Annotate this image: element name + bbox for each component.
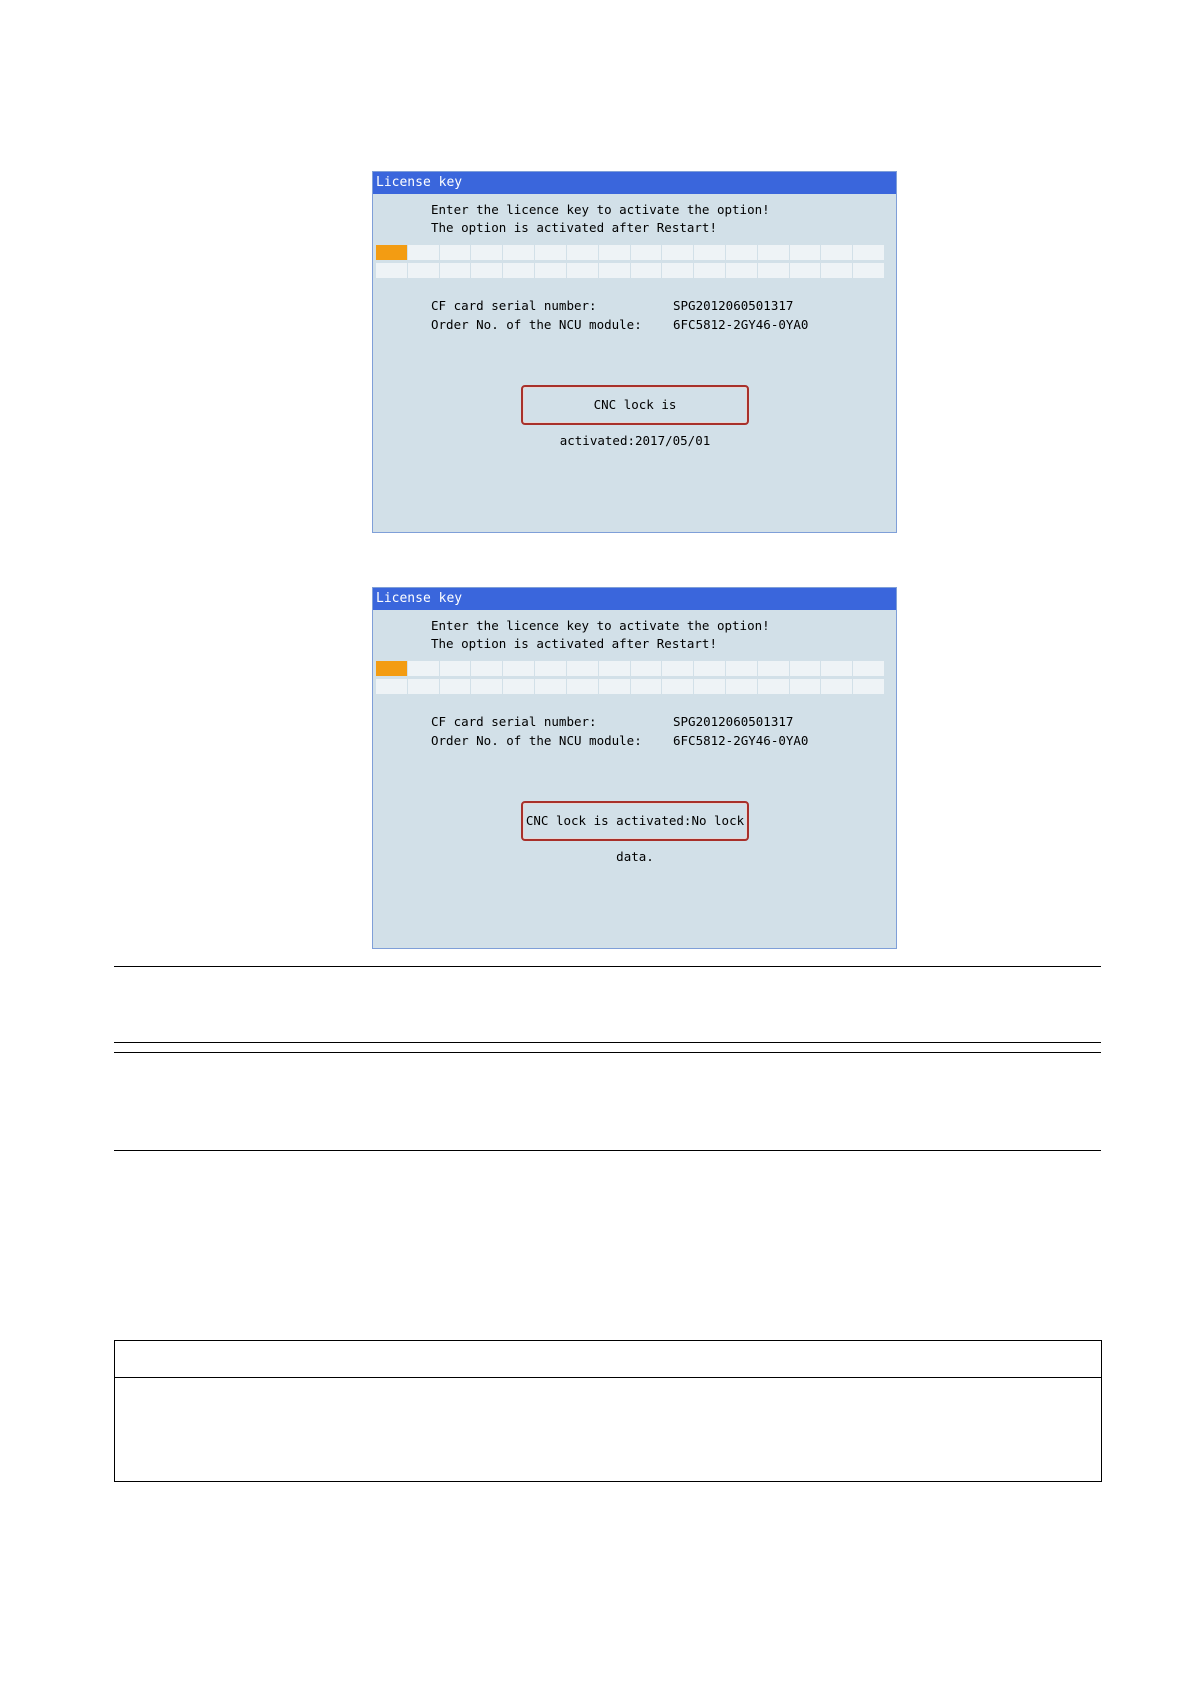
key-cell[interactable] xyxy=(503,661,534,676)
key-cell[interactable] xyxy=(567,661,598,676)
key-cell[interactable] xyxy=(662,245,693,260)
key-cell[interactable] xyxy=(726,679,757,694)
key-cell[interactable] xyxy=(535,661,566,676)
dialog-title: License key xyxy=(373,172,896,194)
key-cell[interactable] xyxy=(758,245,789,260)
key-cell[interactable] xyxy=(758,263,789,278)
cf-card-serial-value: SPG2012060501317 xyxy=(673,714,794,729)
key-cell[interactable] xyxy=(726,661,757,676)
key-cell[interactable] xyxy=(631,245,662,260)
key-cell[interactable] xyxy=(408,245,439,260)
key-cell[interactable] xyxy=(821,679,852,694)
cf-card-serial-label: CF card serial number: xyxy=(431,714,597,729)
key-cell-active[interactable] xyxy=(376,245,407,260)
key-cell[interactable] xyxy=(408,263,439,278)
key-cell[interactable] xyxy=(503,263,534,278)
cnc-lock-status: CNC lock is activated:No lock data. xyxy=(521,801,749,841)
key-cell[interactable] xyxy=(471,661,502,676)
cnc-lock-status: CNC lock is activated:2017/05/01 xyxy=(521,385,749,425)
instruction-line-2: The option is activated after Restart! xyxy=(431,220,717,235)
key-cell[interactable] xyxy=(853,679,884,694)
ncu-order-value: 6FC5812-2GY46-0YA0 xyxy=(673,733,809,748)
key-cell[interactable] xyxy=(535,245,566,260)
instruction-line-1: Enter the licence key to activate the option! xyxy=(431,618,770,633)
note-box-bottom-rule xyxy=(114,1042,1101,1043)
key-cell[interactable] xyxy=(440,661,471,676)
ncu-order-value: 6FC5812-2GY46-0YA0 xyxy=(673,317,809,332)
key-cell[interactable] xyxy=(662,263,693,278)
license-key-input-grid[interactable] xyxy=(376,661,884,697)
key-cell[interactable] xyxy=(440,263,471,278)
key-cell[interactable] xyxy=(790,245,821,260)
key-cell[interactable] xyxy=(599,679,630,694)
key-cell[interactable] xyxy=(471,245,502,260)
table-frame xyxy=(114,1340,1102,1482)
ncu-order-label: Order No. of the NCU module: xyxy=(431,317,642,332)
key-cell[interactable] xyxy=(631,661,662,676)
key-cell[interactable] xyxy=(790,263,821,278)
key-cell[interactable] xyxy=(853,245,884,260)
key-cell[interactable] xyxy=(726,245,757,260)
key-cell[interactable] xyxy=(694,263,725,278)
ncu-order-label: Order No. of the NCU module: xyxy=(431,733,642,748)
key-cell[interactable] xyxy=(694,679,725,694)
key-cell[interactable] xyxy=(408,679,439,694)
license-key-dialog-2 xyxy=(372,587,897,949)
key-cell[interactable] xyxy=(503,679,534,694)
key-row xyxy=(376,679,884,694)
key-row xyxy=(376,263,884,278)
key-cell[interactable] xyxy=(758,679,789,694)
key-cell[interactable] xyxy=(440,679,471,694)
key-cell[interactable] xyxy=(821,661,852,676)
license-key-dialog-1 xyxy=(372,171,897,533)
key-row xyxy=(376,661,884,676)
instruction-line-1: Enter the licence key to activate the option! xyxy=(431,202,770,217)
note-box-2-top-rule xyxy=(114,1052,1101,1053)
key-cell[interactable] xyxy=(790,661,821,676)
key-cell[interactable] xyxy=(790,679,821,694)
cf-card-serial-label: CF card serial number: xyxy=(431,298,597,313)
key-cell[interactable] xyxy=(599,245,630,260)
note-box-2-bottom-rule xyxy=(114,1150,1101,1151)
key-cell[interactable] xyxy=(567,263,598,278)
key-cell[interactable] xyxy=(599,661,630,676)
key-cell[interactable] xyxy=(821,263,852,278)
key-cell[interactable] xyxy=(631,263,662,278)
key-cell[interactable] xyxy=(408,661,439,676)
key-row xyxy=(376,245,884,260)
note-box-top-rule xyxy=(114,966,1101,967)
key-cell[interactable] xyxy=(471,679,502,694)
key-cell[interactable] xyxy=(376,679,407,694)
key-cell[interactable] xyxy=(503,245,534,260)
key-cell[interactable] xyxy=(694,245,725,260)
key-cell[interactable] xyxy=(567,245,598,260)
key-cell[interactable] xyxy=(376,263,407,278)
key-cell[interactable] xyxy=(821,245,852,260)
key-cell[interactable] xyxy=(758,661,789,676)
key-cell[interactable] xyxy=(662,661,693,676)
key-cell[interactable] xyxy=(853,263,884,278)
key-cell[interactable] xyxy=(631,679,662,694)
key-cell[interactable] xyxy=(599,263,630,278)
key-cell[interactable] xyxy=(535,263,566,278)
key-cell[interactable] xyxy=(726,263,757,278)
cf-card-serial-value: SPG2012060501317 xyxy=(673,298,794,313)
dialog-title: License key xyxy=(373,588,896,610)
key-cell[interactable] xyxy=(853,661,884,676)
key-cell[interactable] xyxy=(471,263,502,278)
license-key-input-grid[interactable] xyxy=(376,245,884,281)
instruction-line-2: The option is activated after Restart! xyxy=(431,636,717,651)
key-cell[interactable] xyxy=(567,679,598,694)
key-cell[interactable] xyxy=(535,679,566,694)
key-cell[interactable] xyxy=(662,679,693,694)
key-cell-active[interactable] xyxy=(376,661,407,676)
key-cell[interactable] xyxy=(694,661,725,676)
key-cell[interactable] xyxy=(440,245,471,260)
table-header-row xyxy=(115,1341,1101,1378)
